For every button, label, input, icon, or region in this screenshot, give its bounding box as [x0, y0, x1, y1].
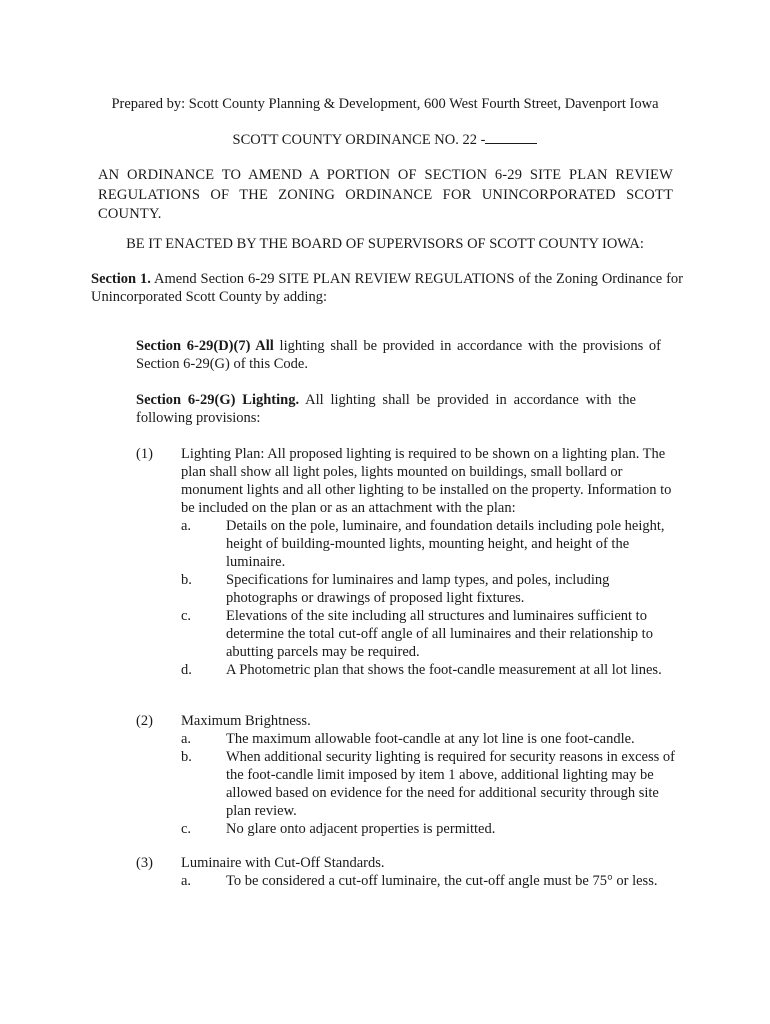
section-1-label: Section 1.	[91, 271, 151, 287]
sub-item	[181, 571, 681, 607]
sub-item-letter: b.	[181, 572, 192, 588]
sub-item	[181, 748, 681, 820]
sub-item-letter: a.	[181, 731, 192, 747]
sub-item-letter: a.	[181, 873, 192, 889]
sub-item-letter: c.	[181, 821, 192, 837]
section-1-text: Amend Section 6-29 SITE PLAN REVIEW REGULATIONS of the Zoning Ordinance for Unincorporated Scott County by adding:	[91, 271, 684, 305]
item-number: (1)	[136, 446, 153, 462]
section-1-paragraph	[91, 270, 683, 306]
ordinance-number	[0, 131, 770, 149]
sub-item	[181, 607, 681, 661]
item-text: Luminaire with Cut-Off Standards.	[181, 855, 385, 871]
item-body	[181, 712, 681, 838]
sub-item-text: Specifications for luminaires and lamp types, and poles, including photographs or drawings of proposed light fixtures.	[226, 572, 610, 606]
section-g-paragraph	[136, 391, 636, 427]
sub-item	[181, 517, 681, 571]
item-number: (3)	[136, 855, 153, 871]
sub-item	[181, 872, 681, 890]
ordinance-number-text: SCOTT COUNTY ORDINANCE NO. 22 -	[232, 132, 486, 148]
item-text: Maximum Brightness.	[181, 713, 311, 729]
sub-item-letter: c.	[181, 608, 192, 624]
sub-item-text: The maximum allowable foot-candle at any lot line is one foot-candle.	[226, 731, 635, 747]
section-d7-paragraph	[136, 337, 661, 373]
sub-item	[181, 730, 681, 748]
enactment-clause: BE IT ENACTED BY THE BOARD OF SUPERVISORS OF SCOTT COUNTY IOWA:	[126, 236, 644, 252]
sub-item-text: Elevations of the site including all structures and luminaires sufficient to determine the total cut-off angle of all luminaires and their relationship to abutting parcels may be required.	[226, 608, 653, 660]
sub-item-text: No glare onto adjacent properties is permitted.	[226, 821, 496, 837]
sub-item-text: When additional security lighting is required for security reasons in excess of the foot-candle limit imposed by item 1 above, additional lighting may be allowed based on evidence for the need for additional security through site plan review.	[226, 749, 675, 819]
sub-item	[181, 820, 681, 838]
section-g-text: All lighting shall be provided in accordance with the following provisions:	[136, 392, 636, 426]
section-d7-label: Section 6-29(D)(7) All	[136, 338, 274, 354]
sub-item-text: To be considered a cut-off luminaire, the cut-off angle must be 75° or less.	[226, 873, 658, 889]
sub-item-letter: a.	[181, 518, 192, 534]
prepared-by-line: Prepared by: Scott County Planning & Development, 600 West Fourth Street, Davenport Iowa	[111, 96, 659, 112]
sub-item-text: A Photometric plan that shows the foot-candle measurement at all lot lines.	[226, 662, 662, 678]
item-number: (2)	[136, 713, 153, 729]
ordinance-title: AN ORDINANCE TO AMEND A PORTION OF SECTION 6-29 SITE PLAN REVIEW REGULATIONS OF THE ZONING ORDINANCE FOR UNINCORPORATED SCOTT COUNTY.	[98, 167, 673, 222]
item-body	[181, 854, 681, 890]
sub-item-letter: d.	[181, 662, 192, 678]
sub-item	[181, 661, 681, 679]
item-body	[181, 445, 681, 679]
sub-item-letter: b.	[181, 749, 192, 765]
section-d7-text: lighting shall be provided in accordance with the provisions of Section 6-29(G) of this Code.	[136, 338, 661, 372]
section-g-label: Section 6-29(G) Lighting.	[136, 392, 300, 408]
sub-item-text: Details on the pole, luminaire, and foundation details including pole height, height of building-mounted lights, mounting height, and height of the luminaire.	[226, 518, 665, 570]
ordinance-number-blank	[485, 131, 537, 144]
item-text: Lighting Plan: All proposed lighting is required to be shown on a lighting plan. The plan shall show all light poles, lights mounted on buildings, small bollard or monument lights and all other lighting to be installed on the property. Information to be included on the plan or as an attachment with the plan:	[181, 446, 672, 516]
